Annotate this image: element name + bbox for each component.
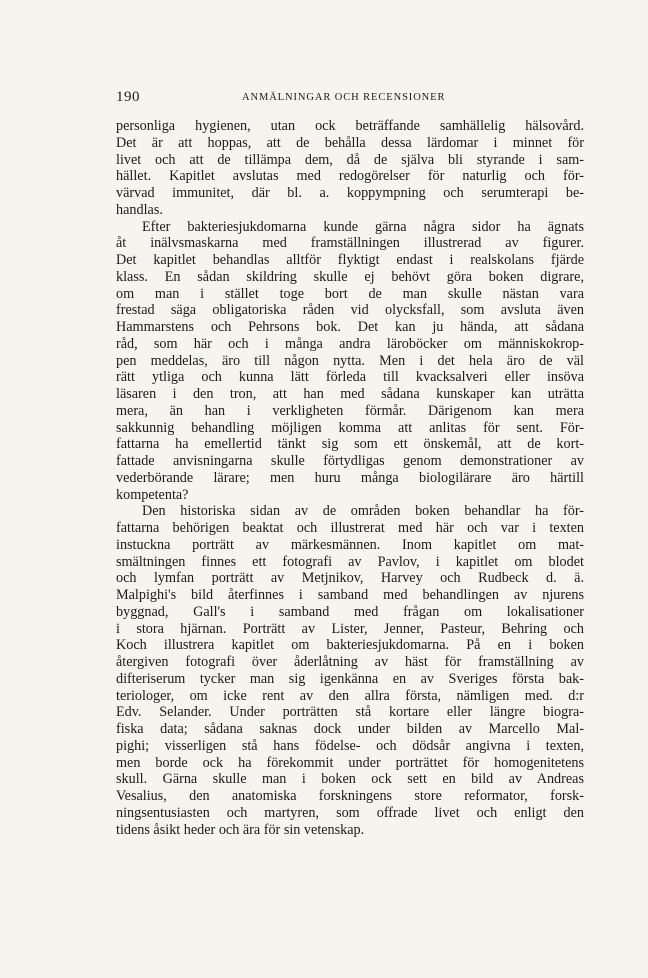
text-line: frestad säga obligatoriska råden vid olycksfall, som avsluta även — [116, 302, 584, 319]
page-number: 190 — [116, 89, 140, 105]
text-line: Edv. Selander. Under porträtten stå kortare eller längre biogra- — [116, 704, 584, 721]
text-line: smältningen finnes ett fotografi av Pavlov, i kapitlet om blodet — [116, 553, 584, 570]
text-line: värvad immunitet, där bl. a. koppympning och serumterapi be- — [116, 185, 584, 201]
page-header — [116, 89, 584, 107]
text-line: fiska data; sådana saknas dock under bilden av Marcello Mal- — [116, 721, 584, 737]
text-line: råd, som här och i många andra läroböcker om människokrop- — [116, 335, 584, 352]
text-line: Malpighi's bild återfinnes i samband med behandlingen av njurens — [116, 587, 584, 603]
text-line: men borde ock ha förekommit under porträttet för homogenitetens — [116, 754, 584, 771]
text-line: pen meddelas, äro till någon nytta. Men i det hela äro de väl — [116, 352, 584, 369]
text-line: i stora hjärnan. Porträtt av Lister, Jenner, Pasteur, Behring och — [116, 620, 584, 637]
text-line: fattade anvisningarna skulle förtydligas genom demonstrationer av — [116, 453, 584, 469]
running-head: ANMÄLNINGAR OCH RECENSIONER — [242, 92, 446, 103]
text-line: Hammarstens och Pehrsons bok. Det kan ju hända, att sådana — [116, 319, 584, 335]
text-line: instuckna porträtt av märkesmännen. Inom kapitlet om mat- — [116, 536, 584, 553]
text-line: byggnad, Gall's i samband med frågan om lokalisationer — [116, 603, 584, 620]
text-line: Efter bakteriesjukdomarna kunde gärna några sidor ha ägnats — [142, 218, 584, 235]
text-line: hället. Kapitlet avslutas med redogörelser för naturlig och för- — [116, 168, 584, 185]
text-line: om man i stället toge bort de man skulle nästan vara — [116, 285, 584, 302]
text-line: rätt ytliga och kunna lätt förleda till kvacksalveri eller insöva — [116, 369, 584, 386]
text-line: teriologer, om icke rent av den allra första, nämligen med. d:r — [116, 687, 584, 704]
text-line: difteriserum tycker man sig igenkänna en av Sveriges första bak- — [116, 670, 584, 687]
text-line: handlas. — [116, 201, 163, 218]
text-line: Den historiska sidan av de områden boken behandlar ha för- — [142, 503, 584, 520]
text-line: läsaren i den tron, att han med sådana kunskaper kan uträtta — [116, 386, 584, 402]
text-line: Vesalius, den anatomiska forskningens store reformator, forsk- — [116, 788, 584, 804]
paragraph — [116, 503, 584, 838]
text-line: Det är att hoppas, att de behålla dessa lärdomar i minnet för — [116, 134, 584, 151]
paragraph — [116, 118, 584, 219]
text-line: Koch illustrera kapitlet om bakteriesjukdomarna. På en i boken — [116, 637, 584, 654]
paragraph — [116, 219, 584, 504]
text-line: fattarna behörigen beaktat och illustrerat med här och var i texten — [116, 520, 584, 536]
text-line: tidens åsikt heder och ära för sin vetenskap. — [116, 821, 365, 838]
body-text — [116, 118, 584, 838]
text-line: fattarna ha emellertid tänkt sig som ett önskemål, att de kort- — [116, 436, 584, 453]
text-line: vederbörande lärare; men huru många biologilärare äro härtill — [116, 469, 584, 486]
text-line: pighi; visserligen stå hans födelse- och dödsår angivna i texten, — [116, 737, 584, 754]
text-line: sakkunnig behandling möjligen komma att anlitas för sent. För- — [116, 419, 584, 436]
text-line: ningsentusiasten och martyren, som offrade livet och enligt den — [116, 804, 584, 821]
text-line: och lymfan porträtt av Metjnikov, Harvey och Rudbeck d. ä. — [116, 570, 584, 587]
text-line: livet och att de tillämpa dem, då de själva bli styrande i sam- — [116, 151, 584, 168]
text-line: skull. Gärna skulle man i boken ock sett en bild av Andreas — [116, 771, 584, 788]
text-line: åt inälvsmaskarna med framställningen illustrerad av figurer. — [116, 235, 584, 252]
text-line: personliga hygienen, utan ock beträffande samhällelig hälsovård. — [116, 118, 584, 134]
text-line: Det kapitlet behandlas alltför flyktigt endast i realskolans fjärde — [116, 252, 584, 268]
text-line: klass. En sådan skildring skulle ej behövt göra boken digrare, — [116, 268, 584, 285]
text-line: återgiven fotografi över åderlåtning av häst för framställning av — [116, 654, 584, 670]
text-line: kompetenta? — [116, 486, 189, 503]
text-line: mera, än han i verkligheten förmår. Därigenom kan mera — [116, 402, 584, 419]
